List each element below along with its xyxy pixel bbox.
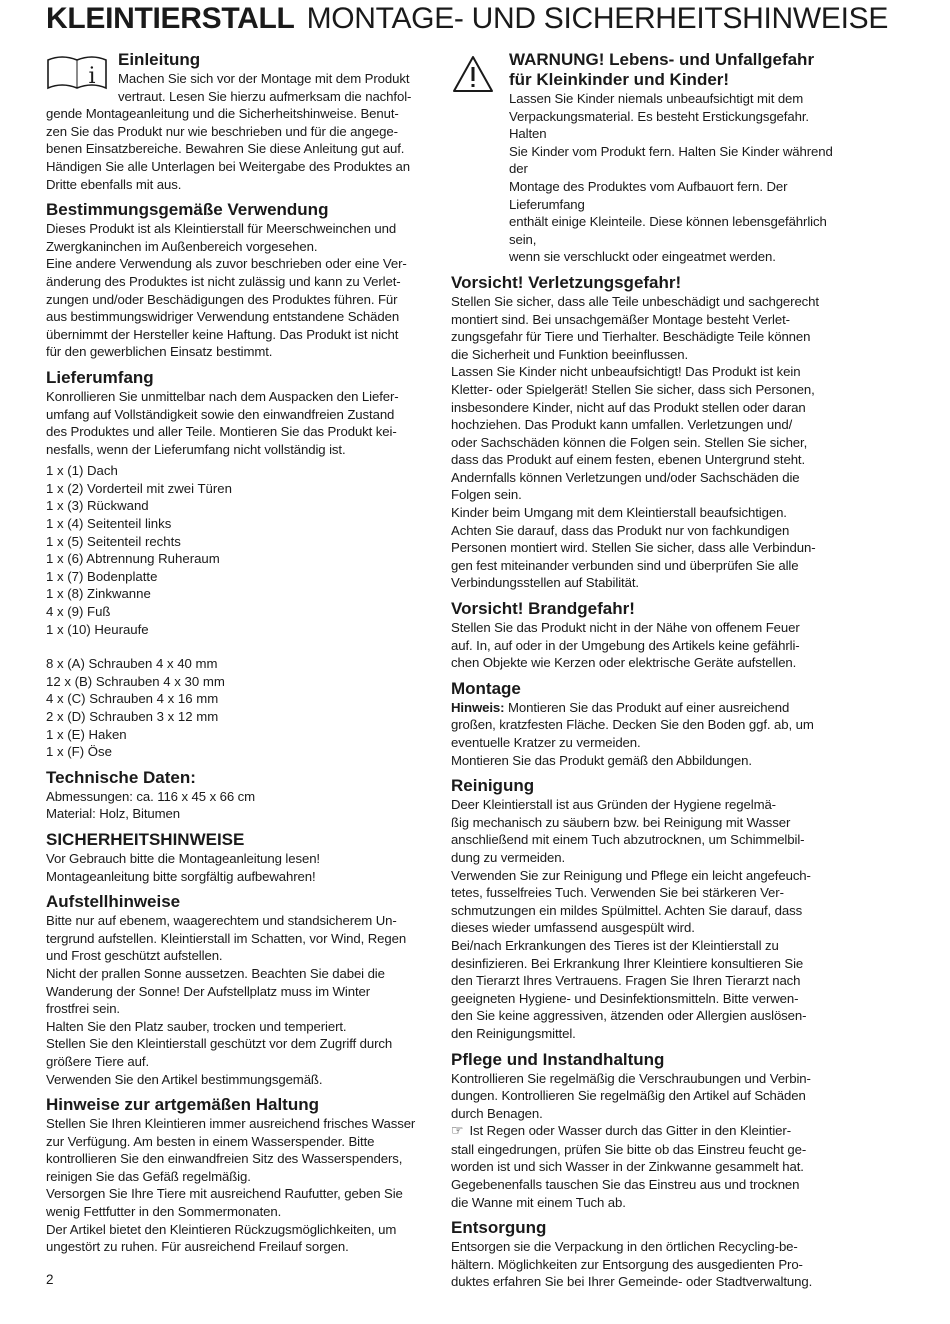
- fire-text: Stellen Sie das Produkt nicht in der Nähe von offenem Feuer auf. In, auf oder in der Umgebung des Artikels keine gefährli- chen Objekte wie Kerzen oder elektrische Geräte aufstellen.: [451, 620, 800, 671]
- assembly-note-text: Montieren Sie das Produkt auf einer ausreichend großen, kratzfesten Fläche. Decken Sie den Boden ggf. ab, um eventuelle Kratzer zu vermeiden. Montieren Sie das Produkt gemäß den Abbildungen.: [451, 699, 814, 768]
- husbandry-heading: Hinweise zur artgemäßen Haltung: [46, 1095, 319, 1115]
- assembly-text: [451, 699, 843, 769]
- care-text: Kontrollieren Sie regelmäßig die Verschraubungen und Verbin- dungen. Kontrollieren Sie regelmäßig den Artikel auf Schäden durch Benagen.: [451, 1070, 811, 1121]
- disposal-heading: Entsorgung: [451, 1218, 547, 1238]
- list-item: 2 x (D) Schrauben 3 x 12 mm: [46, 709, 219, 724]
- title-subtitle: MONTAGE- UND SICHERHEITSHINWEISE: [306, 2, 889, 35]
- page-number: 2: [46, 1272, 54, 1287]
- care-tip: [451, 1122, 843, 1211]
- list-item: 1 x (4) Seitenteil links: [46, 516, 172, 532]
- list-item: 1 x (7) Bodenplatte: [46, 568, 158, 584]
- list-item: 1 x (5) Seitenteil rechts: [46, 533, 181, 549]
- intro-text: gende Montageanleitung und die Sicherheitshinweise. Benut- zen Sie das Produkt nur wie beschrieben und für die angege- benen Einsatzbereiche. Bewahren Sie diese Anleitung gut auf. Händigen Sie alle Unterlagen bei Weitergabe des Produktes an Dritte ebenfalls mit aus.: [46, 106, 410, 192]
- safety-heading: SICHERHEITSHINWEISE: [46, 829, 245, 849]
- assembly-heading: Montage: [451, 678, 521, 698]
- left-column: [46, 48, 438, 1256]
- tech-heading: Technische Daten:: [46, 767, 196, 787]
- list-item: 4 x (C) Schrauben 4 x 16 mm: [46, 691, 219, 707]
- cleaning-heading: Reinigung: [451, 776, 535, 796]
- list-item: 1 x (10) Heuraufe: [46, 621, 149, 637]
- intro-text-indented: Machen Sie sich vor der Montage mit dem Produkt vertraut. Lesen Sie hierzu aufmerksam die nachfol-: [118, 71, 412, 104]
- safety-text: Vor Gebrauch bitte die Montageanleitung lesen! Montageanleitung bitte sorgfältig aufbewahren!: [46, 850, 320, 884]
- warning-triangle-icon: [451, 54, 495, 94]
- list-item: 8 x (A) Schrauben 4 x 40 mm: [46, 656, 218, 672]
- setup-text: Bitte nur auf ebenem, waagerechtem und standsicherem Un- tergrund aufstellen. Kleintierstall im Schatten, vor Wind, Regen und Frost geschützt aufstellen. Nicht der prallen Sonne aussetzen. Beachten Sie dabei die Wanderung der Sonne! Der Aufstellplatz muss im Winter frostfrei sein. Halten Sie den Platz sauber, trocken und temperiert. Stellen Sie den Kleintierstall geschützt vor dem Zugriff durch größere Tiere auf. Verwenden Sie den Artikel bestimmungsgemäß.: [46, 913, 407, 1087]
- list-item: 1 x (F) Öse: [46, 744, 112, 760]
- list-item: 1 x (1) Dach: [46, 463, 118, 479]
- section-warning: [451, 48, 843, 266]
- list-item: 12 x (B) Schrauben 4 x 30 mm: [46, 673, 225, 689]
- svg-text:i: i: [88, 64, 96, 89]
- list-item: 1 x (6) Abtrennung Ruheraum: [46, 551, 220, 567]
- title-product: KLEINTIERSTALL: [46, 2, 295, 35]
- usage-heading: Bestimmungsgemäße Verwendung: [46, 200, 329, 220]
- intro-heading: Einleitung: [118, 50, 201, 69]
- parts-list: [46, 462, 438, 638]
- tech-text: Abmessungen: ca. 116 x 45 x 66 cm Material: Holz, Bitumen: [46, 788, 256, 822]
- section-intro: [46, 48, 438, 193]
- list-item: 4 x (9) Fuß: [46, 604, 111, 620]
- list-item: 1 x (E) Haken: [46, 726, 127, 742]
- injury-text: Stellen Sie sicher, dass alle Teile unbeschädigt und sachgerecht montiert sind. Bei unsachgemäßer Montage besteht Verlet- zungsgefahr für Tiere und Tierhalter. Beschädigte Teile können die Sicherheit und Funktion beeinflussen. Lassen Sie Kinder nicht unbeaufsichtigt! Das Produkt ist kein Kletter- oder Spielgerät! Stellen Sie sicher, dass sich Personen, insbesondere Kinder, nicht auf das Produkt stellen oder daran hochziehen. Das Produkt kann umfallen. Verletzungen und/ oder Sachschäden können die Folgen sein. Stellen Sie sicher, dass das Produkt auf einem festen, ebenen Untergrund steht. Andernfalls können Verletzungen und/oder Sachschäden die Folgen sein. Kinder beim Umgang mit dem Kleintierstall beaufsichtigen. Achten Sie darauf, dass das Produkt nur von fachkundigen Personen montiert wird. Stellen Sie sicher, dass alle Verbindun- gen fest miteinander verbunden sind und überprüfen Sie alle Verbindungsstellen auf Stabilität.: [451, 293, 819, 591]
- care-heading: Pflege und Instandhaltung: [451, 1049, 665, 1069]
- husbandry-text: Stellen Sie Ihren Kleintieren immer ausreichend frisches Wasser zur Verfügung. Am besten in einem Wasserspender. Bitte kontrollieren Sie den einwandfreien Sitz des Wasserspenders, reinigen Sie das Gefäß regelmäßig. Versorgen Sie Ihre Tiere mit ausreichend Raufutter, geben Sie wenig Fettfutter in den Sommermonaten. Der Artikel bietet den Kleintieren Rückzugsmöglichkeiten, um ungestört zu ruhen. Für ausreichend Freilauf sorgen.: [46, 1116, 416, 1255]
- cleaning-text: Deer Kleintierstall ist aus Gründen der Hygiene regelmä- ßig mechanisch zu säubern bzw. bei Reinigung mit Wasser anschließend mit einem Tuch abzutrocknen, um Schimmelbil- dung zu vermeiden. Verwenden Sie zur Reinigung und Pflege ein leicht angefeuch- tetes, fusselfreies Tuch. Verwenden Sie bei stärkeren Ver- schmutzungen ein mildes Spülmittel. Achten Sie darauf, dass dieses wieder umfassend ausgespült wird. Bei/nach Erkrankungen des Tieres ist der Kleintierstall zu desinfizieren. Bei Erkrankung Ihrer Kleintiere konsultieren Sie den Tierarzt Ihres Vertrauens. Fragen Sie Ihren Tierarzt nach geeigneten Hygiene- und Desinfektionsmitteln. Bitte verwen- den Sie keine aggressiven, ätzenden oder Allergien auslösen- den Reinigungsmittel.: [451, 797, 811, 1041]
- setup-heading: Aufstellhinweise: [46, 892, 181, 912]
- delivery-heading: Lieferumfang: [46, 367, 154, 387]
- hardware-list: [46, 655, 438, 761]
- list-item: 1 x (3) Rückwand: [46, 498, 149, 514]
- fire-heading: Vorsicht! Brandgefahr!: [451, 599, 635, 619]
- warning-text: Lassen Sie Kinder niemals unbeaufsichtigt mit dem Verpackungsmaterial. Es besteht Erstickungsgefahr. Halten Sie Kinder vom Produkt fern. Halten Sie Kinder während der Montage des Produktes vom Aufbauort fern. Der Lieferumfang enthält einige Kleinteile. Diese können lebensgefährlich sein, wenn sie verschluckt oder eingeatmet werden.: [509, 91, 833, 265]
- right-column: [451, 48, 843, 1291]
- warning-heading: WARNUNG! Lebens- und Unfallgefahr für Kleinkinder und Kinder!: [509, 50, 815, 89]
- delivery-text: Konrollieren Sie unmittelbar nach dem Auspacken den Liefer- umfang auf Vollständigkeit sowie den einwandfreien Zustand des Produktes und aller Teile. Montieren Sie das Produkt kei- nesfalls, wenn der Lieferumfang nicht vollständig ist.: [46, 388, 399, 457]
- pointing-hand-icon: ☞: [451, 1123, 464, 1140]
- disposal-text: Entsorgen sie die Verpackung in den örtlichen Recycling-be- hältern. Möglichkeiten zur Entsorgung des ausgedienten Pro- duktes erfahren Sie bei Ihrer Gemeinde- oder Stadtverwaltung.: [451, 1239, 813, 1290]
- list-item: 1 x (8) Zinkwanne: [46, 586, 151, 602]
- care-tip-text: Ist Regen oder Wasser durch das Gitter in den Kleintier- stall eingedrungen, prüfen Sie bitte ob das Einstreu feucht ge- worden ist und sich Wasser in der Zinkwanne gesammelt hat. Gegebenenfalls tauschen Sie das Einstreu aus und trocknen die Wanne mit einem Tuch ab.: [451, 1123, 807, 1210]
- injury-heading: Vorsicht! Verletzungsgefahr!: [451, 272, 682, 292]
- usage-text: Dieses Produkt ist als Kleintierstall für Meerschweinchen und Zwergkaninchen im Außenbereich vorgesehen. Eine andere Verwendung als zuvor beschrieben oder eine Ver- änderung des Produktes ist nicht zulässig und kann zu Verlet- zungen und/oder Beschädigungen des Produktes führen. Für aus bestimmungswidriger Verwendung entstandene Schäden übernimmt der Hersteller keine Haftung. Das Produkt ist nicht für den gewerblichen Einsatz bestimmt.: [46, 221, 407, 360]
- page-title: [46, 2, 888, 36]
- assembly-note-label: Hinweis:: [451, 699, 505, 715]
- info-book-icon: [46, 54, 108, 90]
- list-item: 1 x (2) Vorderteil mit zwei Türen: [46, 480, 232, 496]
